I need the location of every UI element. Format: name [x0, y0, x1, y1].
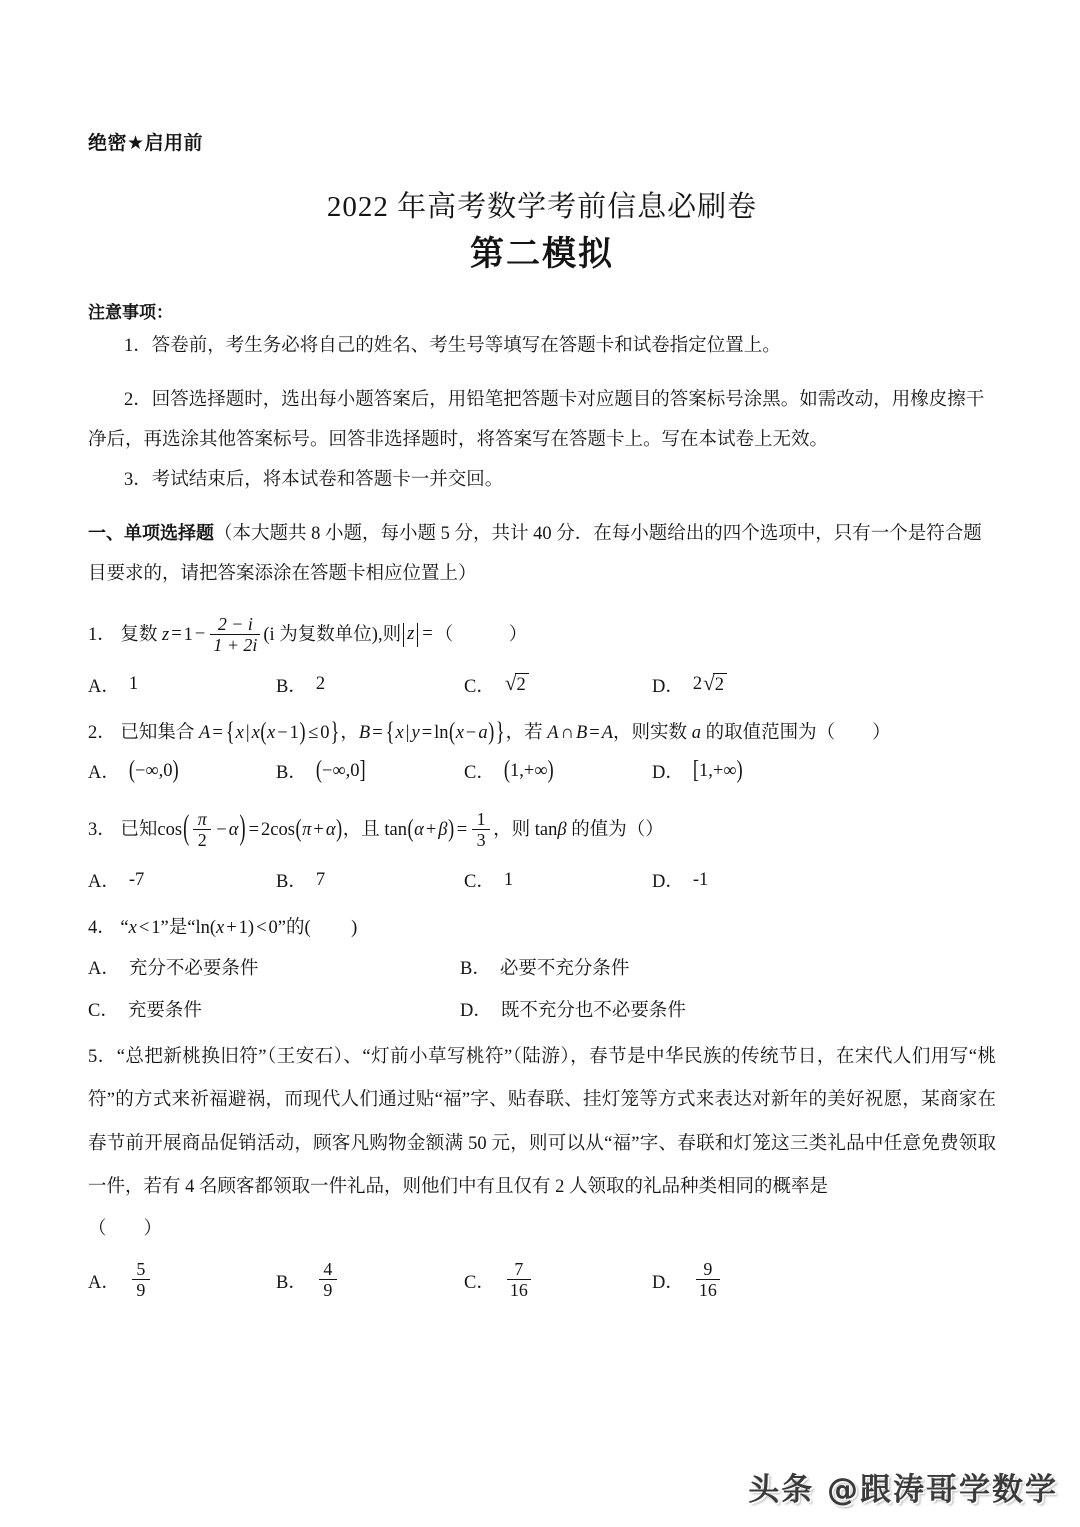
question-1-var: z: [162, 624, 170, 645]
option-d-letter: D．: [652, 1272, 684, 1293]
option-d[interactable]: [652, 1260, 840, 1301]
question-2-stem: 2． 已知集合 A = {x | x(x − 1) ≤ 0}，B = {x | y = ln(x − a)}，若 A ∩ B = A，则实数 a 的取值范围为（ ）: [88, 718, 891, 748]
question-4-number: 4．: [88, 918, 116, 939]
option-c[interactable]: [464, 758, 652, 784]
option-a-denominator: 9: [136, 1280, 146, 1301]
question-1-note: (i 为复数单位): [263, 624, 378, 645]
option-d-value: 2: [713, 673, 727, 696]
option-d-denominator: 16: [698, 1280, 717, 1301]
option-a-letter: A．: [88, 872, 120, 893]
option-a-fraction: [132, 1259, 150, 1300]
option-b-letter: B．: [460, 958, 491, 979]
option-b-letter: B．: [276, 676, 307, 697]
option-a[interactable]: [88, 672, 276, 698]
option-c-numerator: 7: [514, 1259, 524, 1280]
question-5-options: [88, 1260, 996, 1301]
watermark: 头条 @跟涛哥学数学: [748, 1472, 1058, 1508]
option-a[interactable]: [88, 954, 460, 980]
option-c-value: (1,+∞): [503, 757, 554, 785]
question-1-one: 1: [183, 624, 193, 645]
option-a[interactable]: [88, 758, 276, 784]
option-c[interactable]: [464, 867, 652, 893]
option-b-denominator: 9: [323, 1280, 333, 1301]
question-3-stem: 3． 已知cos( $\frac{\pi}{2}$ − α) = 2cos(π + α)，且 tan(α + β) = $\frac{1}{3}$ ，则 tanβ 的值为（）: [88, 809, 664, 851]
question-1-stem: [88, 615, 996, 656]
fraction-numerator: 2 − i: [217, 613, 253, 634]
sqrt-icon: [505, 673, 529, 696]
question-1-minus: −: [194, 624, 206, 645]
page-content: [88, 132, 996, 1301]
option-b-letter: B．: [276, 1272, 307, 1293]
option-d-fraction: [696, 1259, 720, 1300]
option-b[interactable]: [276, 672, 464, 698]
notice-heading: 注意事项：: [88, 302, 173, 323]
option-c-letter: C．: [464, 676, 495, 697]
one-third-fraction: $\frac{1}{3}$: [472, 809, 490, 850]
option-c-denominator: 16: [509, 1280, 528, 1301]
question-2-options: [88, 758, 996, 784]
option-a-value: (−∞,0): [128, 757, 179, 785]
option-c-letter: C．: [464, 1272, 495, 1293]
question-1-blank: （ ）: [434, 624, 528, 645]
option-a-letter: A．: [88, 676, 120, 697]
fraction-denominator: 1 + 2i: [213, 634, 258, 655]
question-1-number: 1．: [88, 624, 116, 645]
option-d[interactable]: [652, 867, 840, 893]
option-c[interactable]: [464, 1260, 652, 1301]
question-5-text: “总把新桃换旧符”（王安石）、“灯前小草写桃符”（陆游），春节是中华民族的传统节日，在宋代人们用写“桃符”的方式来祈福避祸，而现代人们通过贴“福”字、贴春联、挂灯笼等方式来表达对新年的美好祝愿，某商家在春节前开展商品促销活动，顾客凡购物金额满 50 元，则可以从“福”字、春联和灯笼这三类礼品中任意免费领取一件，若有 4 名顾客都领取一件礼品，则他们中有且仅有 2 人领取的礼品种类相同的概率是: [88, 1046, 996, 1198]
option-a[interactable]: [88, 1260, 276, 1301]
question-2-text: 已知集合: [120, 722, 195, 743]
option-d-value: [1,+∞): [692, 757, 743, 785]
question-5-stem: [88, 1036, 996, 1210]
option-a[interactable]: [88, 867, 276, 893]
page-title: 2022 年高考数学考前信息必刷卷: [326, 190, 758, 223]
question-1-then: 则: [382, 624, 402, 645]
option-b-value: 必要不充分条件: [499, 958, 630, 979]
option-d-value: 既不充分也不必要条件: [500, 1000, 686, 1021]
option-c-fraction: [507, 1259, 531, 1300]
question-1-text: 复数: [120, 624, 158, 645]
option-a-letter: A．: [88, 958, 120, 979]
option-d-coefficient: 2: [692, 674, 703, 695]
section-heading: [88, 515, 996, 595]
question-4-text: “x < 1”是“ln(x + 1) < 0”的( ): [120, 918, 358, 939]
question-3-text: 已知: [120, 820, 158, 841]
option-a-letter: A．: [88, 1272, 120, 1293]
radical-sign: √: [703, 671, 715, 696]
question-1-comma: ,: [377, 624, 383, 645]
radical-sign: √: [504, 671, 517, 696]
option-c-letter: C．: [464, 872, 495, 893]
option-b[interactable]: [276, 867, 464, 893]
option-d[interactable]: [460, 996, 832, 1022]
option-c-letter: C．: [464, 763, 495, 784]
option-d-letter: D．: [652, 872, 684, 893]
question-4-options-row-1: [88, 954, 996, 980]
absolute-value: z: [403, 623, 418, 646]
option-b-letter: B．: [276, 763, 307, 784]
question-2-blank: （ ）: [816, 722, 891, 743]
question-1-options: [88, 672, 996, 698]
question-4-options-row-2: [88, 996, 996, 1022]
option-d-letter: D．: [652, 676, 684, 697]
question-5-number: 5．: [88, 1046, 117, 1067]
option-b-numerator: 4: [323, 1259, 333, 1280]
option-a-value: -7: [128, 869, 145, 890]
section-description: （本大题共 8 小题，每小题 5 分，共计 40 分．在每小题给出的四个选项中，只有一个是符合题目要求的，请把答案添涂在答题卡相应位置上）: [88, 524, 982, 584]
option-b[interactable]: [276, 758, 464, 784]
option-d[interactable]: [652, 758, 840, 784]
option-b-value: (−∞,0]: [315, 757, 366, 785]
option-c-letter: C．: [88, 1000, 119, 1021]
secret-label: 绝密★启用前: [88, 132, 204, 154]
option-a-letter: A．: [88, 763, 120, 784]
question-2-number: 2．: [88, 722, 116, 743]
question-3-number: 3．: [88, 820, 116, 841]
question-4-stem: [88, 919, 996, 938]
question-5-blank: （ ）: [88, 1218, 163, 1239]
notice-item-2: 2．回答选择题时，选出每小题答案后，用铅笔把答题卡对应题目的答案标号涂黑。如需改动，用橡皮擦干净后，再选涂其他答案标号。回答非选择题时，将答案写在答题卡上。写在本试卷上无效。: [88, 390, 985, 450]
option-d-letter: D．: [460, 1000, 492, 1021]
option-b[interactable]: [276, 1260, 464, 1301]
option-d[interactable]: [652, 672, 840, 698]
option-c[interactable]: [464, 672, 652, 698]
question-3-options: [88, 867, 996, 893]
page-subtitle: 第二模拟: [470, 234, 614, 275]
pi-over-two-fraction: $\frac{\pi}{2}$: [193, 809, 211, 850]
option-b[interactable]: [460, 954, 832, 980]
option-a-value: 1: [128, 674, 139, 695]
option-c-value: 充要条件: [127, 1000, 202, 1021]
option-b-value: 2: [315, 674, 326, 695]
option-a-value: 充分不必要条件: [128, 958, 259, 979]
option-a-numerator: 5: [136, 1259, 146, 1280]
question-1-fraction: [210, 614, 260, 655]
option-c-value: 2: [515, 673, 529, 696]
question-1-eq2: =: [422, 624, 433, 645]
option-c-value: 1: [503, 869, 514, 890]
section-label: 一、单项选择题: [88, 523, 214, 545]
option-b-value: 7: [315, 869, 326, 890]
option-d-numerator: 9: [703, 1259, 713, 1280]
question-1-eq: =: [171, 624, 182, 645]
notice-item-1: 1．答卷前，考生务必将自己的姓名、考生号等填写在答题卡和试卷指定位置上。: [124, 335, 781, 356]
option-b-fraction: [319, 1259, 337, 1300]
option-b-letter: B．: [276, 872, 307, 893]
option-d-value: -1: [692, 869, 709, 890]
notice-item-3: 3．考试结束后，将本试卷和答题卡一并交回。: [124, 469, 504, 490]
option-c[interactable]: [88, 996, 460, 1022]
option-d-letter: D．: [652, 763, 684, 784]
sqrt-icon: [703, 673, 727, 696]
